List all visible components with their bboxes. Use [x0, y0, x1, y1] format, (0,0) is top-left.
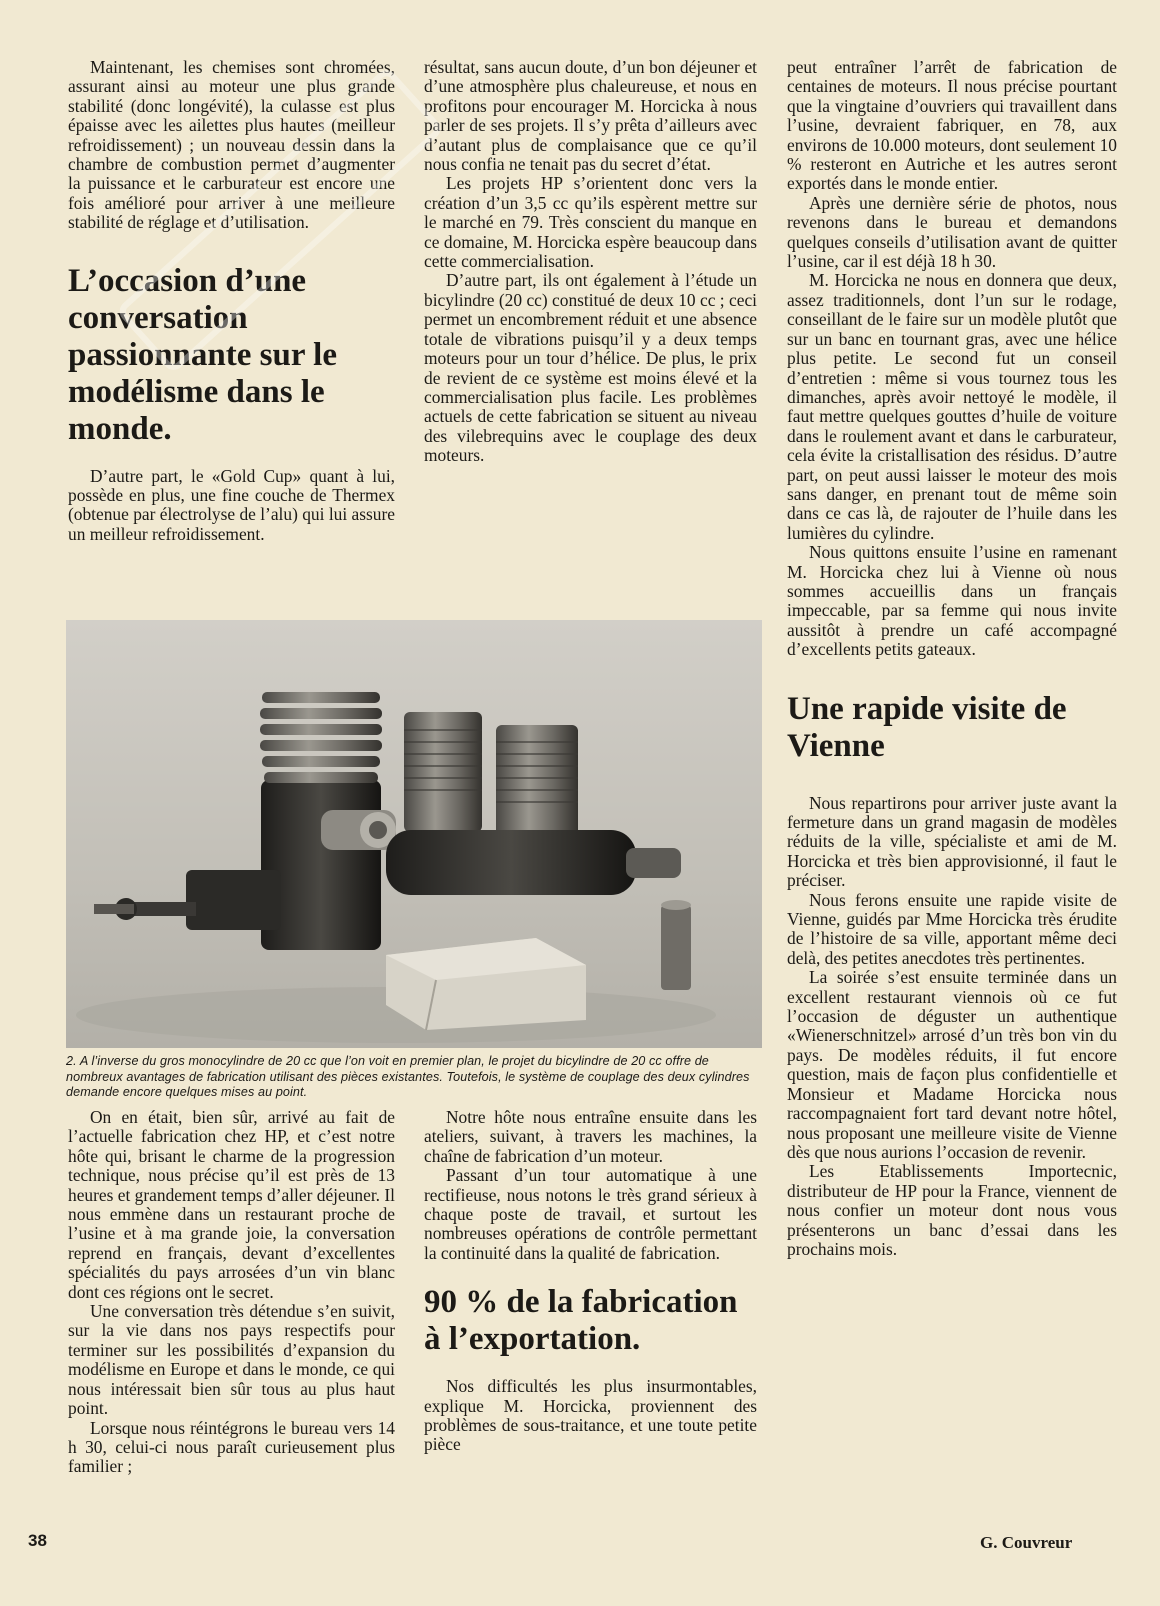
paragraph: Après une dernière série de photos, nous revenons dans le bureau et demandons quelques conseils d’utilisation avant de quitter l’usine, car il est déjà 18 h 30.	[787, 192, 1117, 272]
paragraph: Nous quittons ensuite l’usine en ramenant M. Horcicka chez lui à Vienne où nous sommes accueillis dans un français impeccable, par sa femme qui nous invite aussitôt à prendre un café accompagné d’excellents petits gateaux.	[787, 542, 1117, 660]
page-number: 38	[28, 1531, 47, 1550]
paragraph: La soirée s’est ensuite terminée dans un excellent restaurant viennois où ce fut l’occasion de déguster un authentique «Wienerschnitzel» arrosé d’un très bon vin du pays. De modèles réduits, il fut encore question, mais de façon plus confidentielle et Monsieur et Madame Horcicka nous raccompagnaient fort tard devant notre hôtel, nous proposant une meilleure visite de Vienne dès que nous aurions l’occasion de revenir.	[787, 967, 1117, 1162]
paragraph: On en était, bien sûr, arrivé au fait de l’actuelle fabrication chez HP, et c’est notre hôte qui, brisant le charme de la progression technique, nous précise qu’il est près de 13 heures et grandement temps d’aller déjeuner. Il nous emmène dans un restaurant proche de l’usine et à ma grande joie, la conversation reprend en français, devant d’excellentes spécialités du pays arrosées d’un vin blanc dont ces régions ont le secret.	[68, 1107, 395, 1302]
section-heading-conversation: L’occasion d’une conversation passionnante sur le modélisme dans le monde.	[68, 262, 337, 447]
column-2-bottom	[424, 1108, 757, 1455]
paragraph: M. Horcicka ne nous en donnera que deux, assez traditionnels, dont l’un sur le rodage, conseillant de le faire sur un modèle plutôt que sur un banc en tournant gras, avec une hélice plus petite. Le second fut un conseil d’entretien : même si vous tournez tous les dimanches, après avoir nettoyé le modèle, il faut mettre quelques gouttes d’huile de voiture dans le roulement avant et dans le carburateur, cela évite la cristallisation des résidus. D’autre part, on peut aussi laisser le moteur des mois sans danger, en prenant tout de même soin dans ce cas là, de rajouter de l’huile dans les lumières du cylindre.	[787, 270, 1117, 543]
paragraph: D’autre part, ils ont également à l’étude un bicylindre (20 cc) constitué de deux 10 cc ; ceci permet un encombrement réduit et une absence totale de vibrations puisqu’il y a deux temps moteurs pour un tour d’hélice. De plus, le prix de revient de ce système est moins élevé et la commercialisation plus facile. Les problèmes actuels de cette fabrication se situent au niveau des vilebrequins avec le couplage des deux moteurs.	[424, 270, 757, 466]
author-signature: G. Couvreur	[980, 1533, 1073, 1552]
column-1-bottom	[68, 1108, 395, 1477]
column-1-top	[68, 58, 395, 544]
paragraph: Les Etablissements Importecnic, distributeur de HP pour la France, viennent de nous confier un moteur dont nous vous présenterons un banc d’essai dans les prochains mois.	[787, 1161, 1117, 1259]
paragraph: Nous ferons ensuite une rapide visite de Vienne, guidés par Mme Horcicka très érudite de l’histoire de sa ville, apportant même deci delà, des petites anecdotes très pertinentes.	[787, 889, 1117, 968]
paragraph: Maintenant, les chemises sont chromées, assurant ainsi au moteur une plus grande stabilité (donc longévité), la culasse est plus épaisse avec les ailettes plus hautes (meilleur refroidissement) ; un nouveau dessin dans la chambre de combustion permet d’augmenter la puissance et le carburateur est encore une fois amélioré pour arriver à une meilleure stabilité de réglage et d’utilisation.	[68, 57, 395, 233]
paragraph: D’autre part, le «Gold Cup» quant à lui, possède en plus, une fine couche de Thermex (obtenue par électrolyse de l’alu) qui lui assure un meilleur refroidissement.	[68, 465, 395, 544]
column-2-top	[424, 58, 757, 466]
paragraph: Nous repartirons pour arriver juste avant la fermeture dans un grand magasin de modèles réduits de la ville, spécialiste et ami de M. Horcicka et très bien approvisionné, il faut le préciser.	[787, 792, 1117, 891]
engine-photo	[66, 620, 762, 1048]
paragraph: Notre hôte nous entraîne ensuite dans les ateliers, suivant, à travers les machines, la chaîne de fabrication d’un moteur.	[424, 1107, 757, 1166]
paragraph: Une conversation très détendue s’en suivit, sur la vie dans nos pays respectifs pour terminer sur les possibilités d’expansion du modélisme en Europe et dans le monde, ce qui nous intéressait bien sûr tous au plus haut point.	[68, 1301, 395, 1419]
paragraph: résultat, sans aucun doute, d’un bon déjeuner et d’une atmosphère plus chaleureuse, et nous en profitons pour encourager M. Horcicka à nous parler de ses projets. Il s’y prêta d’ailleurs avec d’autant plus de complaisance que ce qu’il nous confia ne tenait pas du secret d’état.	[424, 57, 757, 175]
paragraph: Passant d’un tour automatique à une rectifieuse, nous notons le très grand sérieux à chaque poste de travail, et surtout les nombreuses opérations de contrôle permettant la continuité dans la qualité de fabrication.	[424, 1165, 757, 1263]
engine-illustration	[66, 620, 762, 1048]
photo-caption: 2. A l’inverse du gros monocylindre de 20 cc que l’on voit en premier plan, le projet du bicylindre de 20 cc offre de nombreux avantages de fabrication utilisant des pièces existantes. Toutefois, le système de couplage des deux cylindres demande encore quelques mises au point.	[66, 1054, 750, 1100]
section-heading-exportation: 90 % de la fabrication à l’exportation.	[424, 1284, 738, 1358]
paragraph: Nos difficultés les plus insurmontables, explique M. Horcicka, proviennent des problèmes de sous-traitance, et une toute petite pièce	[424, 1376, 757, 1455]
section-heading-vienne: Une rapide visite de Vienne	[787, 690, 1067, 764]
paragraph: Lorsque nous réintégrons le bureau vers 14 h 30, celui-ci nous paraît curieusement plus familier ;	[68, 1417, 395, 1477]
paragraph: Les projets HP s’orientent donc vers la création d’un 3,5 cc qu’ils espèrent mettre sur le marché en 79. Très conscient du manque en ce domaine, M. Horcicka espère beaucoup dans cette commercialisation.	[424, 173, 757, 272]
paragraph: peut entraîner l’arrêt de fabrication de centaines de moteurs. Il nous précise pourtant que la vingtaine d’ouvriers qui travaillent dans l’usine, devraient fabriquer, en 78, aux environs de 10.000 moteurs, dont seulement 10 % resteront en Autriche et les autres seront exportés dans le monde entier.	[787, 57, 1117, 194]
column-3	[787, 58, 1117, 1259]
